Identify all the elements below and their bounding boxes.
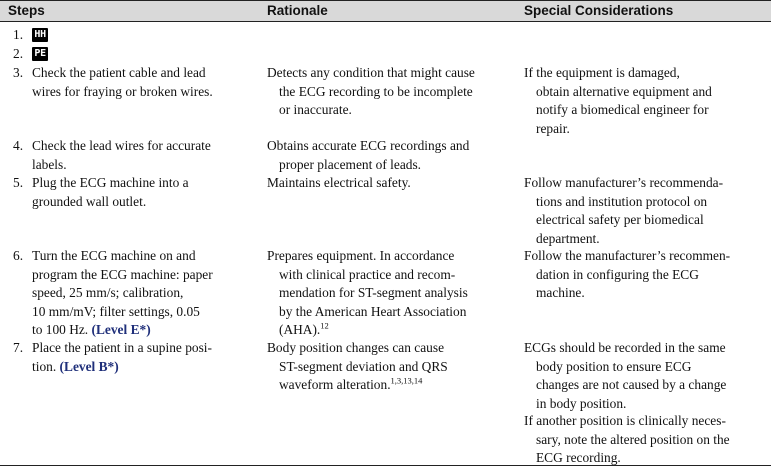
table-row-1 <box>13 26 253 45</box>
step-7-text: Place the patient in a supine posi- tion. (Level B*) <box>32 340 212 374</box>
table-row-3-step <box>13 64 258 101</box>
step-4-text: Check the lead wires for accurate labels. <box>32 138 211 172</box>
table-header <box>0 0 771 22</box>
step-3-text: Check the patient cable and lead wires for fraying or broken wires. <box>32 65 213 99</box>
hand-hygiene-icon: HH <box>34 28 46 40</box>
step-number-2: 2. <box>13 46 24 61</box>
table-row-5-rationale: Maintains electrical safety. <box>267 175 411 190</box>
table-row-3-consideration: If the equipment is damaged, obtain alternative equipment and notify a biomedical engineer for repair. <box>524 65 712 136</box>
step-number-1: 1. <box>13 27 24 42</box>
step-6-text: Turn the ECG machine on and program the ECG machine: paper speed, 25 mm/s; calibration, 10 mm/mV; filter settings, 0.05 to 100 Hz. (Level E*) <box>32 248 213 337</box>
step-number-4: 4. <box>13 138 24 153</box>
table-bottom-rule <box>0 465 771 466</box>
reference-superscript: 12 <box>320 320 329 331</box>
table-row-5-consideration: Follow manufacturer’s recommenda- tions and institution protocol on electrical safety per biomedical department. <box>524 175 724 246</box>
table-row-3-rationale: Detects any condition that might cause the ECG recording to be incomplete or inaccurate. <box>267 65 475 117</box>
table-row-4-rationale: Obtains accurate ECG recordings and proper placement of leads. <box>267 138 470 172</box>
step-number-6: 6. <box>13 248 24 263</box>
table-row-5-step <box>13 174 258 211</box>
evidence-level-b: (Level B*) <box>59 358 119 374</box>
table-row-2 <box>13 45 253 64</box>
table-row-7-rationale: Body position changes can cause ST-segment deviation and QRS waveform alteration.$^{1,3,13,14}$ <box>267 340 448 392</box>
evidence-level-e: (Level E*) <box>91 322 151 337</box>
header-rationale: Rationale <box>267 3 328 18</box>
header-steps: Steps <box>8 3 45 18</box>
step-5-text: Plug the ECG machine into a grounded wall outlet. <box>32 175 189 209</box>
reference-superscript: 1,3,13,14 <box>390 375 423 386</box>
step-number-7: 7. <box>13 340 24 355</box>
header-special-considerations: Special Considerations <box>524 3 674 18</box>
table-row-6-step <box>13 247 258 340</box>
table-row-6-rationale: Prepares equipment. In accordance with clinical practice and recom- mendation for ST-segment analysis by the American Heart Association (AHA).$^{12}$ <box>267 248 468 337</box>
table-row-7-consideration-2: If another position is clinically neces- sary, note the altered position on the ECG recording. <box>524 413 730 465</box>
step-number-5: 5. <box>13 175 24 190</box>
table-row-6-consideration: Follow the manufacturer’s recommen- dation in configuring the ECG machine. <box>524 248 731 300</box>
step-number-3: 3. <box>13 65 24 80</box>
table-row-7-consideration: ECGs should be recorded in the same body position to ensure ECG changes are not caused by a change in body position. <box>524 340 727 411</box>
table-row-7-step <box>13 339 258 376</box>
table-row-4-step <box>13 137 258 174</box>
personal-protective-equipment-icon: PE <box>34 47 46 59</box>
